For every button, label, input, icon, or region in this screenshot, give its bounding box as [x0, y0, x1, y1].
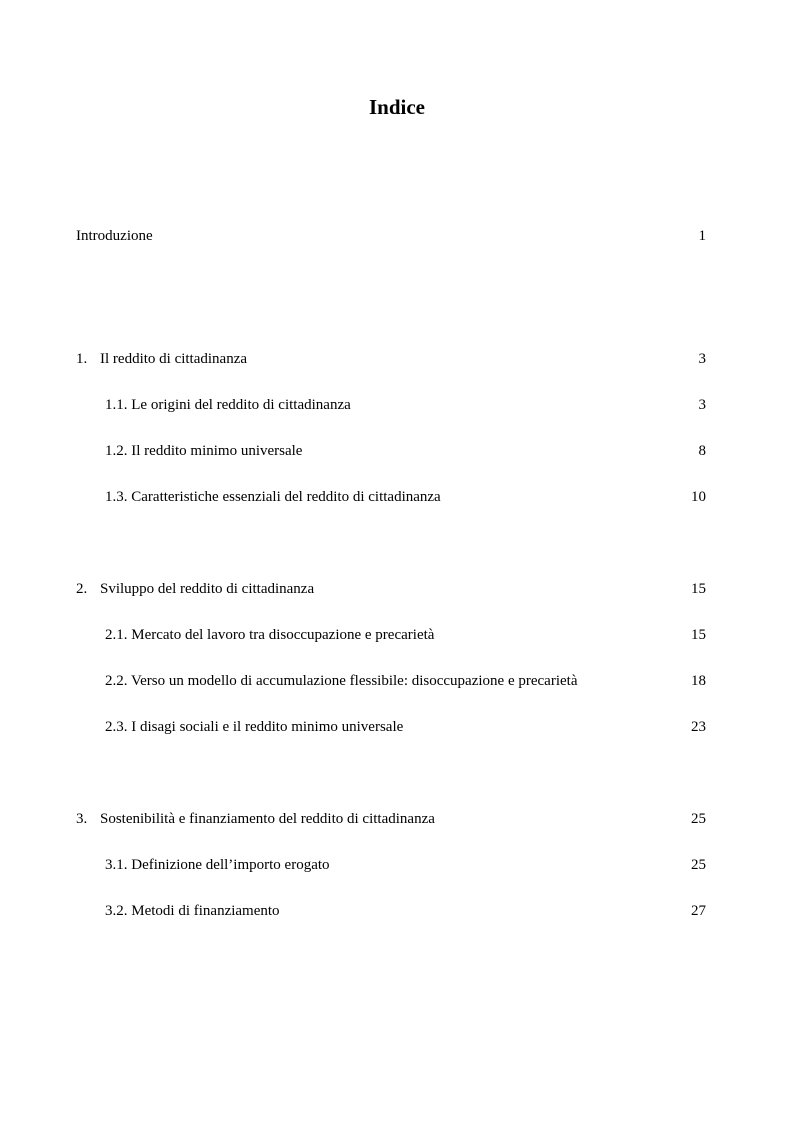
toc-chapter-number: 2. — [76, 581, 88, 597]
toc-chapter-1[interactable] — [0, 349, 794, 369]
toc-section-page: 10 — [691, 489, 706, 505]
toc-section-3-1[interactable] — [0, 855, 794, 875]
toc-section-2-2[interactable] — [0, 671, 794, 691]
toc-section-page: 3 — [698, 397, 706, 413]
toc-section-label: 2.1. Mercato del lavoro tra disoccupazione e precarietà — [105, 627, 435, 643]
toc-chapter-page: 25 — [691, 811, 706, 827]
toc-section-page: 15 — [691, 627, 706, 643]
toc-section-label: 1.3. Caratteristiche essenziali del reddito di cittadinanza — [105, 489, 441, 505]
toc-section-page: 27 — [691, 903, 706, 919]
toc-section-label: 3.1. Definizione dell’importo erogato — [105, 857, 330, 873]
toc-section-1-3[interactable] — [0, 487, 794, 507]
toc-chapter-page: 15 — [691, 581, 706, 597]
toc-entry-page: 1 — [698, 228, 706, 244]
toc-section-label: 1.2. Il reddito minimo universale — [105, 443, 303, 459]
toc-section-label: 1.1. Le origini del reddito di cittadinanza — [105, 397, 351, 413]
toc-entry-introduzione[interactable] — [0, 226, 794, 246]
toc-section-label: 2.2. Verso un modello di accumulazione flessibile: disoccupazione e precarietà — [105, 673, 578, 689]
toc-chapter-2[interactable] — [0, 579, 794, 599]
toc-section-1-2[interactable] — [0, 441, 794, 461]
toc-chapter-label: Sviluppo del reddito di cittadinanza — [100, 581, 315, 597]
toc-section-3-2[interactable] — [0, 901, 794, 921]
toc-chapter-page: 3 — [698, 351, 706, 367]
toc-section-1-1[interactable] — [0, 395, 794, 415]
toc-section-page: 8 — [698, 443, 706, 459]
toc-section-page: 25 — [691, 857, 706, 873]
toc-entry-label: Introduzione — [76, 228, 153, 244]
toc-chapter-number: 3. — [76, 811, 88, 827]
toc-chapter-label: Il reddito di cittadinanza — [100, 351, 248, 367]
toc-chapter-label: Sostenibilità e finanziamento del reddito di cittadinanza — [100, 811, 435, 827]
toc-section-page: 18 — [691, 673, 706, 689]
toc-chapter-number: 1. — [76, 351, 88, 367]
toc-section-label: 3.2. Metodi di finanziamento — [105, 903, 280, 919]
toc-section-2-1[interactable] — [0, 625, 794, 645]
toc-chapter-3[interactable] — [0, 809, 794, 829]
toc-section-page: 23 — [691, 719, 706, 735]
page-title: Indice — [368, 95, 425, 119]
toc-section-label: 2.3. I disagi sociali e il reddito minimo universale — [105, 719, 404, 735]
toc-section-2-3[interactable] — [0, 717, 794, 737]
